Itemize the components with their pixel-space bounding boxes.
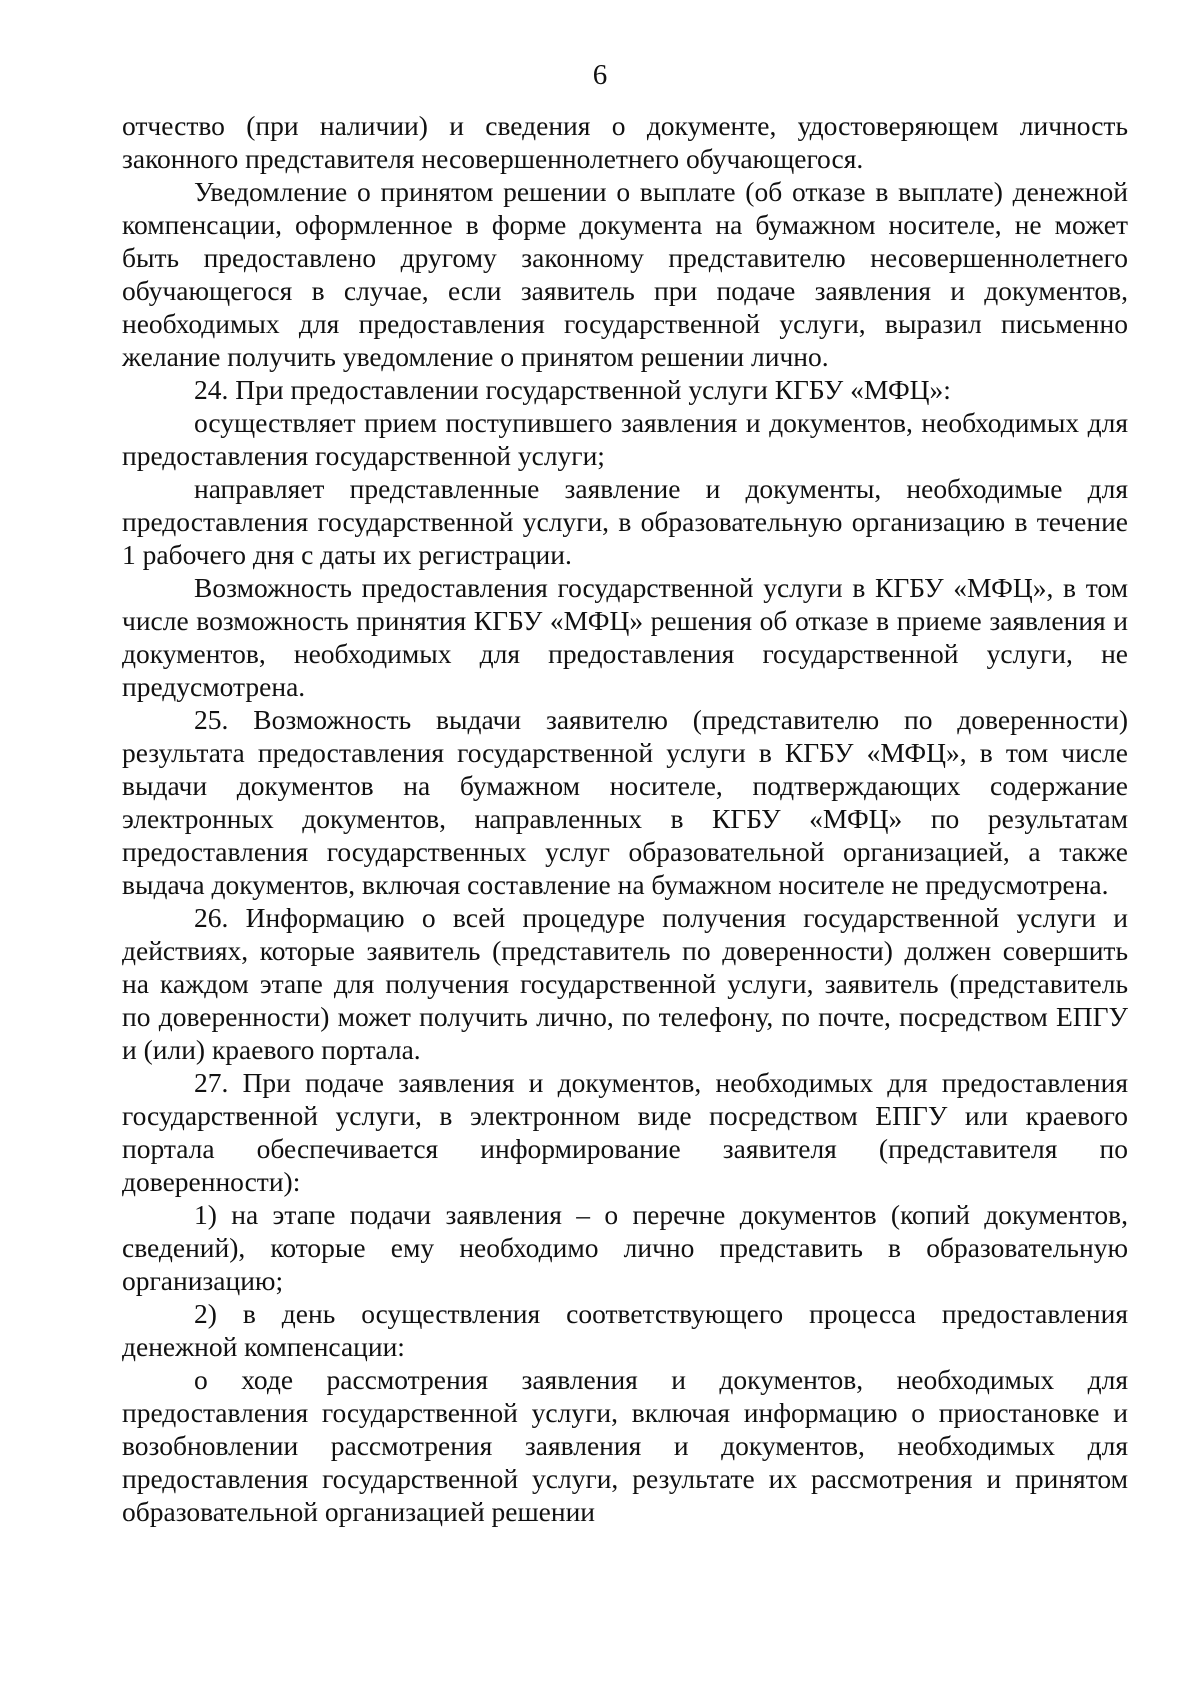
paragraph-25: 25. Возможность выдачи заявителю (представителю по доверенности) результата предоставления государственной услуги в КГБУ «МФЦ», в том числе выдачи документов на бумажном носителе, подтверждающих содержание электронных документов, направленных в КГБУ «МФЦ» по результатам предоставления государственных услуг образовательной организацией, а также выдача документов, включая составление на бумажном носителе не предусмотрена. [122,704,1128,900]
paragraph-27-item-1: 1) на этапе подачи заявления – о перечне документов (копий документов, сведений), которые ему необходимо лично представить в образовательную организацию; [122,1199,1128,1296]
paragraph-24-item-1: осуществляет прием поступившего заявления и документов, необходимых для предоставления государственной услуги; [122,407,1128,471]
paragraph-27: 27. При подаче заявления и документов, необходимых для предоставления государственной услуги, в электронном виде посредством ЕПГУ или краевого портала обеспечивается информирование заявителя (представителя по доверенности): [122,1067,1128,1197]
paragraph-24-item-2: направляет представленные заявление и документы, необходимые для предоставления государственной услуги, в образовательную организацию в течение 1 рабочего дня с даты их регистрации. [122,473,1128,570]
page-number: 6 [592,59,608,91]
paragraph-24: 24. При предоставлении государственной услуги КГБУ «МФЦ»: [194,374,951,405]
paragraph-continuation: отчество (при наличии) и сведения о документе, удостоверяющем личность законного представителя несовершеннолетнего обучающегося. [122,110,1128,174]
paragraph-27-item-2: 2) в день осуществления соответствующего процесса предоставления денежной компенсации: [122,1298,1128,1362]
document-body [122,109,1128,1528]
paragraph-mfc-possibility: Возможность предоставления государственной услуги в КГБУ «МФЦ», в том числе возможность принятия КГБУ «МФЦ» решения об отказе в приеме заявления и документов, необходимых для предоставления государственной услуги, не предусмотрена. [122,572,1128,702]
paragraph-26: 26. Информацию о всей процедуре получения государственной услуги и действиях, которые заявитель (представитель по доверенности) должен совершить на каждом этапе для получения государственной услуги, заявитель (представитель по доверенности) может получить лично, по телефону, по почте, посредством ЕПГУ и (или) краевого портала. [122,902,1128,1065]
paragraph-27-item-2-sub: о ходе рассмотрения заявления и документов, необходимых для предоставления государственной услуги, включая информацию о приостановке и возобновлении рассмотрения заявления и документов, необходимых для предоставления государственной услуги, результате их рассмотрения и принятом образовательной организацией решении [122,1364,1128,1527]
paragraph-notification: Уведомление о принятом решении о выплате (об отказе в выплате) денежной компенсации, оформленное в форме документа на бумажном носителе, не может быть предоставлено другому законному представителю несовершеннолетнего обучающегося в случае, если заявитель при подаче заявления и документов, необходимых для предоставления государственной услуги, выразил письменно желание получить уведомление о принятом решении лично. [122,176,1128,372]
